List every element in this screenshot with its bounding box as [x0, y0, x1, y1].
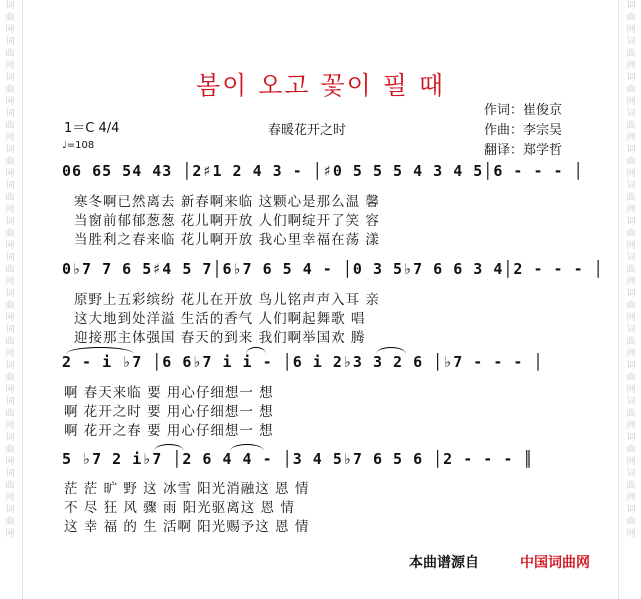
watermark-char: 曲: [626, 373, 636, 383]
watermark-char: 网: [626, 25, 636, 35]
watermark-char: 词: [5, 73, 15, 83]
tempo-marking: ♩=108: [62, 140, 95, 151]
watermark-char: 词: [626, 505, 636, 515]
watermark-char: 词: [626, 289, 636, 299]
lyric-line-4-verse-3: 这 幸 福 的 生 活啊 阳光赐予这 恩 情: [64, 519, 310, 535]
watermark-char: 曲: [5, 85, 15, 95]
watermark-char: 曲: [626, 49, 636, 59]
lyric-line-2-verse-2: 这大地到处洋溢 生活的香气 人们啊起舞歌 唱: [74, 311, 366, 327]
watermark-char: 网: [626, 61, 636, 71]
source-label: 本曲谱源自: [409, 555, 479, 571]
watermark-char: 网: [626, 493, 636, 503]
watermark-char: 网: [5, 97, 15, 107]
watermark-char: 网: [5, 169, 15, 179]
watermark-char: 曲: [5, 13, 15, 23]
lyric-line-3-verse-2: 啊 花开之时 要 用心仔细想一 想: [64, 404, 274, 420]
watermark-char: 词: [626, 109, 636, 119]
lyric-line-1-verse-2: 当窗前郁郁葱葱 花儿啊开放 人们啊绽开了笑 容: [74, 213, 380, 229]
lyric-line-1-verse-1: 寒冬啊已然离去 新春啊来临 这颗心是那么温 馨: [74, 194, 380, 210]
watermark-char: 网: [626, 529, 636, 539]
lyricist-credit: 作词：崔俊京: [484, 103, 563, 118]
watermark-char: 曲: [626, 301, 636, 311]
watermark-char: 曲: [5, 373, 15, 383]
watermark-char: 网: [5, 241, 15, 251]
watermark-char: 词: [626, 37, 636, 47]
watermark-char: 曲: [626, 445, 636, 455]
watermark-char: 词: [626, 217, 636, 227]
watermark-char: 词: [5, 253, 15, 263]
watermark-char: 网: [5, 313, 15, 323]
watermark-char: 曲: [626, 265, 636, 275]
watermark-char: 词: [5, 145, 15, 155]
watermark-char: 词: [626, 73, 636, 83]
watermark-char: 曲: [626, 157, 636, 167]
watermark-char: 词: [626, 397, 636, 407]
watermark-char: 曲: [5, 193, 15, 203]
lyric-line-2-verse-1: 原野上五彩缤纷 花儿在开放 鸟儿铭声声入耳 亲: [74, 292, 380, 308]
watermark-char: 词: [5, 109, 15, 119]
lyric-line-2-verse-3: 迎接那主体强国 春天的到来 我们啊举国欢 腾: [74, 330, 366, 346]
lyric-line-1-verse-3: 当胜利之春来临 花儿啊开放 我心里幸福在荡 漾: [74, 232, 380, 248]
watermark-char: 曲: [5, 121, 15, 131]
watermark-char: 网: [5, 385, 15, 395]
watermark-char: 曲: [626, 337, 636, 347]
watermark-char: 曲: [626, 85, 636, 95]
watermark-char: 曲: [5, 445, 15, 455]
watermark-char: 网: [626, 313, 636, 323]
watermark-char: 曲: [5, 157, 15, 167]
watermark-char: 网: [626, 97, 636, 107]
watermark-char: 曲: [5, 409, 15, 419]
watermark-char: 词: [626, 181, 636, 191]
score-line-2: 0♭7 7 6 5♯4 5 7│6♭7 6 5 4 - │0 3 5♭7 6 6 3 4│2 - - - │: [62, 260, 604, 278]
watermark-char: 词: [5, 325, 15, 335]
watermark-char: 曲: [626, 121, 636, 131]
watermark-char: 网: [5, 421, 15, 431]
watermark-char: 网: [626, 169, 636, 179]
watermark-char: 曲: [626, 193, 636, 203]
key-signature: 1＝C 4/4: [64, 121, 120, 136]
watermark-char: 词: [5, 217, 15, 227]
watermark-char: 曲: [5, 229, 15, 239]
watermark-char: 网: [5, 61, 15, 71]
watermark-char: 网: [5, 205, 15, 215]
watermark-char: 词: [626, 361, 636, 371]
score-line-4: 5 ♭7 2 i♭7 │2 6 4 4 - │3 4 5♭7 6 5 6 │2 - - - ║: [62, 450, 534, 468]
song-subtitle: 春暖花开之时: [268, 123, 347, 138]
watermark-char: 曲: [626, 409, 636, 419]
watermark-char: 曲: [5, 517, 15, 527]
watermark-char: 词: [5, 469, 15, 479]
lyric-line-4-verse-1: 茫 茫 旷 野 这 冰雪 阳光消融这 恩 情: [64, 481, 310, 497]
watermark-char: 网: [626, 385, 636, 395]
watermark-char: 词: [5, 1, 15, 11]
watermark-char: 词: [5, 37, 15, 47]
watermark-char: 曲: [626, 13, 636, 23]
watermark-char: 曲: [5, 49, 15, 59]
watermark-char: 曲: [5, 337, 15, 347]
watermark-char: 网: [5, 493, 15, 503]
lyric-line-3-verse-1: 啊 春天来临 要 用心仔细想一 想: [64, 385, 274, 401]
watermark-char: 词: [626, 325, 636, 335]
watermark-char: 网: [626, 277, 636, 287]
watermark-char: 词: [5, 361, 15, 371]
watermark-char: 词: [626, 253, 636, 263]
watermark-char: 网: [5, 349, 15, 359]
watermark-char: 曲: [5, 301, 15, 311]
score-line-1: 06 65 54 43 │2♯1 2 4 3 - │♯0 5 5 5 4 3 4 5│6 - - - │: [62, 162, 584, 180]
watermark-char: 曲: [5, 265, 15, 275]
watermark-char: 网: [5, 25, 15, 35]
watermark-char: 曲: [626, 481, 636, 491]
watermark-char: 网: [626, 421, 636, 431]
watermark-char: 网: [626, 349, 636, 359]
score-line-3: 2 - i ♭7 │6 6♭7 i i - │6 i 2♭3 3 2 6 │♭7 - - - │: [62, 353, 544, 371]
watermark-char: 网: [5, 529, 15, 539]
watermark-char: 网: [626, 241, 636, 251]
watermark-char: 网: [626, 205, 636, 215]
watermark-char: 曲: [5, 481, 15, 491]
watermark-char: 词: [5, 289, 15, 299]
watermark-char: 网: [626, 457, 636, 467]
watermark-char: 曲: [626, 517, 636, 527]
watermark-char: 词: [5, 181, 15, 191]
watermark-char: 词: [626, 433, 636, 443]
lyric-line-4-verse-2: 不 尽 狂 风 骤 雨 阳光驱离这 恩 情: [64, 500, 295, 516]
watermark-char: 词: [5, 397, 15, 407]
watermark-char: 曲: [626, 229, 636, 239]
watermark-char: 词: [5, 505, 15, 515]
composer-credit: 作曲：李宗吴: [484, 123, 563, 138]
watermark-char: 网: [5, 457, 15, 467]
watermark-char: 词: [626, 1, 636, 11]
watermark-char: 词: [626, 469, 636, 479]
watermark-char: 网: [5, 133, 15, 143]
lyric-line-3-verse-3: 啊 花开之春 要 用心仔细想一 想: [64, 423, 274, 439]
watermark-char: 词: [5, 433, 15, 443]
watermark-char: 词: [626, 145, 636, 155]
source-site-link[interactable]: 中国词曲网: [520, 555, 590, 571]
translator-credit: 翻译：郑学哲: [484, 143, 563, 158]
watermark-char: 网: [5, 277, 15, 287]
song-title: 봄이 오고 꽃이 필 때: [196, 71, 445, 100]
watermark-char: 网: [626, 133, 636, 143]
